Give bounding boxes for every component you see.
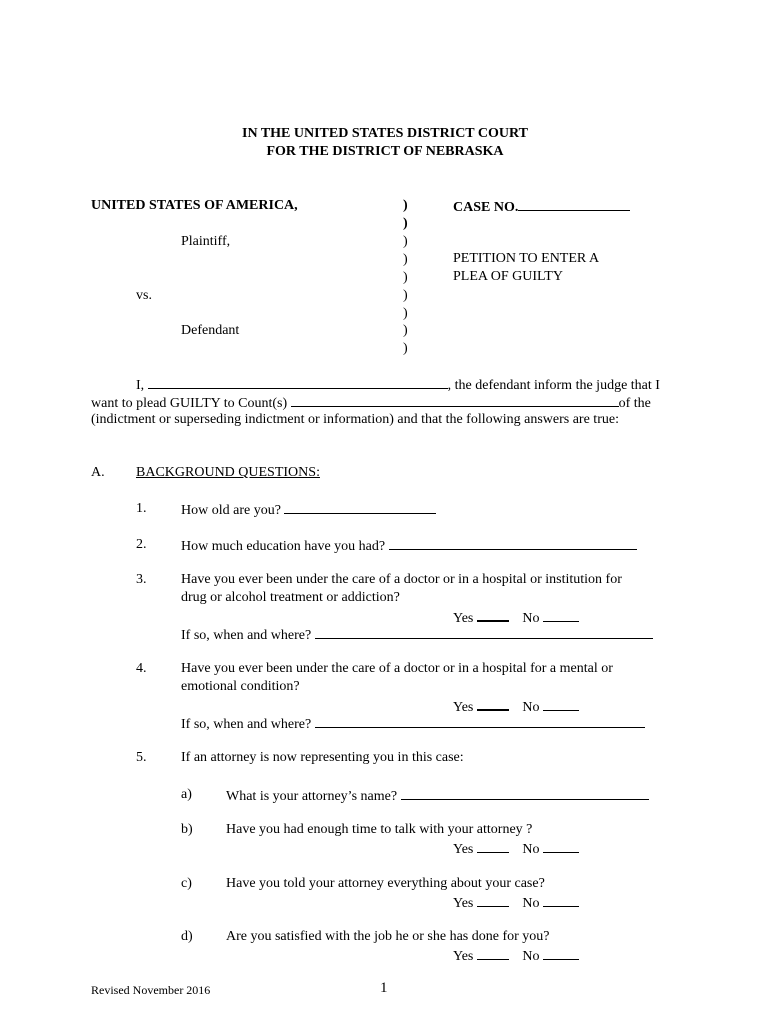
question-5a [226,786,649,806]
court-name-line2: FOR THE DISTRICT OF NEBRASKA [266,144,504,159]
caption-paren: ) [403,341,408,356]
no-blank[interactable] [543,697,579,711]
yes-label: Yes [453,700,474,715]
caption-paren: ) [403,216,408,231]
vs-label: vs. [136,288,152,303]
counts-blank[interactable] [291,393,619,407]
question-5a-text: What is your attorney’s name? [226,789,398,804]
caption-paren: ) [403,323,408,338]
no-label: No [522,700,540,715]
caption-paren: ) [403,198,408,213]
subquestion-letter: b) [181,822,193,837]
caption-paren: ) [403,288,408,303]
document-title-line2: PLEA OF GUILTY [453,269,563,284]
question-number: 3. [136,572,147,587]
education-blank[interactable] [389,536,637,550]
question-2 [181,536,637,556]
plaintiff-label: Plaintiff, [181,234,231,249]
no-label: No [522,611,540,626]
defendant-name-blank[interactable] [148,375,448,389]
yes-blank[interactable] [477,696,509,711]
page-number: 1 [380,980,388,996]
case-number-label: CASE NO. [453,200,519,215]
question-4-line1: Have you ever been under the care of a doctor or in a hospital for a mental or [181,661,613,676]
question-number: 5. [136,750,147,765]
question-4-line2: emotional condition? [181,679,300,694]
revision-date: Revised November 2016 [91,983,211,997]
attorney-name-blank[interactable] [401,786,649,800]
question-3-line2: drug or alcohol treatment or addiction? [181,590,400,605]
question-number: 4. [136,661,147,676]
when-where-blank[interactable] [315,714,645,728]
yes-label: Yes [453,949,474,964]
question-2-text: How much education have you had? [181,539,386,554]
yes-blank[interactable] [477,946,509,960]
court-name-line1: IN THE UNITED STATES DISTRICT COURT [242,126,528,141]
question-5d-yes-no [453,946,579,966]
caption-paren: ) [403,234,408,249]
question-3-line1: Have you ever been under the care of a doctor or in a hospital or institution for [181,572,622,587]
question-5b-yes-no [453,839,579,859]
subquestion-letter: c) [181,876,192,891]
intro-i: I, [136,378,145,393]
when-where-blank[interactable] [315,625,653,639]
section-a-heading: BACKGROUND QUESTIONS: [136,465,320,480]
document-title-line1: PETITION TO ENTER A [453,251,600,266]
intro-line2 [91,393,651,413]
yes-blank[interactable] [477,893,509,907]
question-1 [181,500,436,520]
yes-label: Yes [453,842,474,857]
defendant-label: Defendant [181,323,240,338]
question-number: 2. [136,537,147,552]
case-number-blank[interactable] [518,197,630,211]
question-5b-text: Have you had enough time to talk with your attorney ? [226,822,533,837]
age-blank[interactable] [284,500,436,514]
case-number-field[interactable] [453,197,630,217]
no-label: No [522,949,540,964]
yes-label: Yes [453,611,474,626]
question-3-followup-text: If so, when and where? [181,628,312,643]
intro-line3: (indictment or superseding indictment or information) and that the following answers are true: [91,412,619,427]
intro-text3: of the [618,396,651,411]
yes-label: Yes [453,896,474,911]
intro-text2: want to plead GUILTY to Count(s) [91,396,288,411]
caption-paren: ) [403,252,408,267]
question-5c-text: Have you told your attorney everything about your case? [226,876,545,891]
question-4-followup-text: If so, when and where? [181,717,312,732]
no-blank[interactable] [543,893,579,907]
intro-text1: , the defendant inform the judge that I [447,378,660,393]
question-1-text: How old are you? [181,503,281,518]
intro-line1 [136,375,660,395]
caption-paren: ) [403,306,408,321]
question-3-followup [181,625,653,645]
no-blank[interactable] [543,946,579,960]
section-a-letter: A. [91,465,105,480]
yes-blank[interactable] [477,607,509,622]
caption-paren: ) [403,270,408,285]
subquestion-letter: d) [181,929,193,944]
subquestion-letter: a) [181,787,192,802]
question-5c-yes-no [453,893,579,913]
question-4-followup [181,714,645,734]
question-5-text: If an attorney is now representing you in this case: [181,750,464,765]
party-plaintiff-name: UNITED STATES OF AMERICA, [91,198,298,213]
yes-blank[interactable] [477,839,509,853]
no-label: No [522,896,540,911]
question-number: 1. [136,501,147,516]
no-blank[interactable] [543,608,579,622]
no-blank[interactable] [543,839,579,853]
no-label: No [522,842,540,857]
question-5d-text: Are you satisfied with the job he or she has done for you? [226,929,550,944]
